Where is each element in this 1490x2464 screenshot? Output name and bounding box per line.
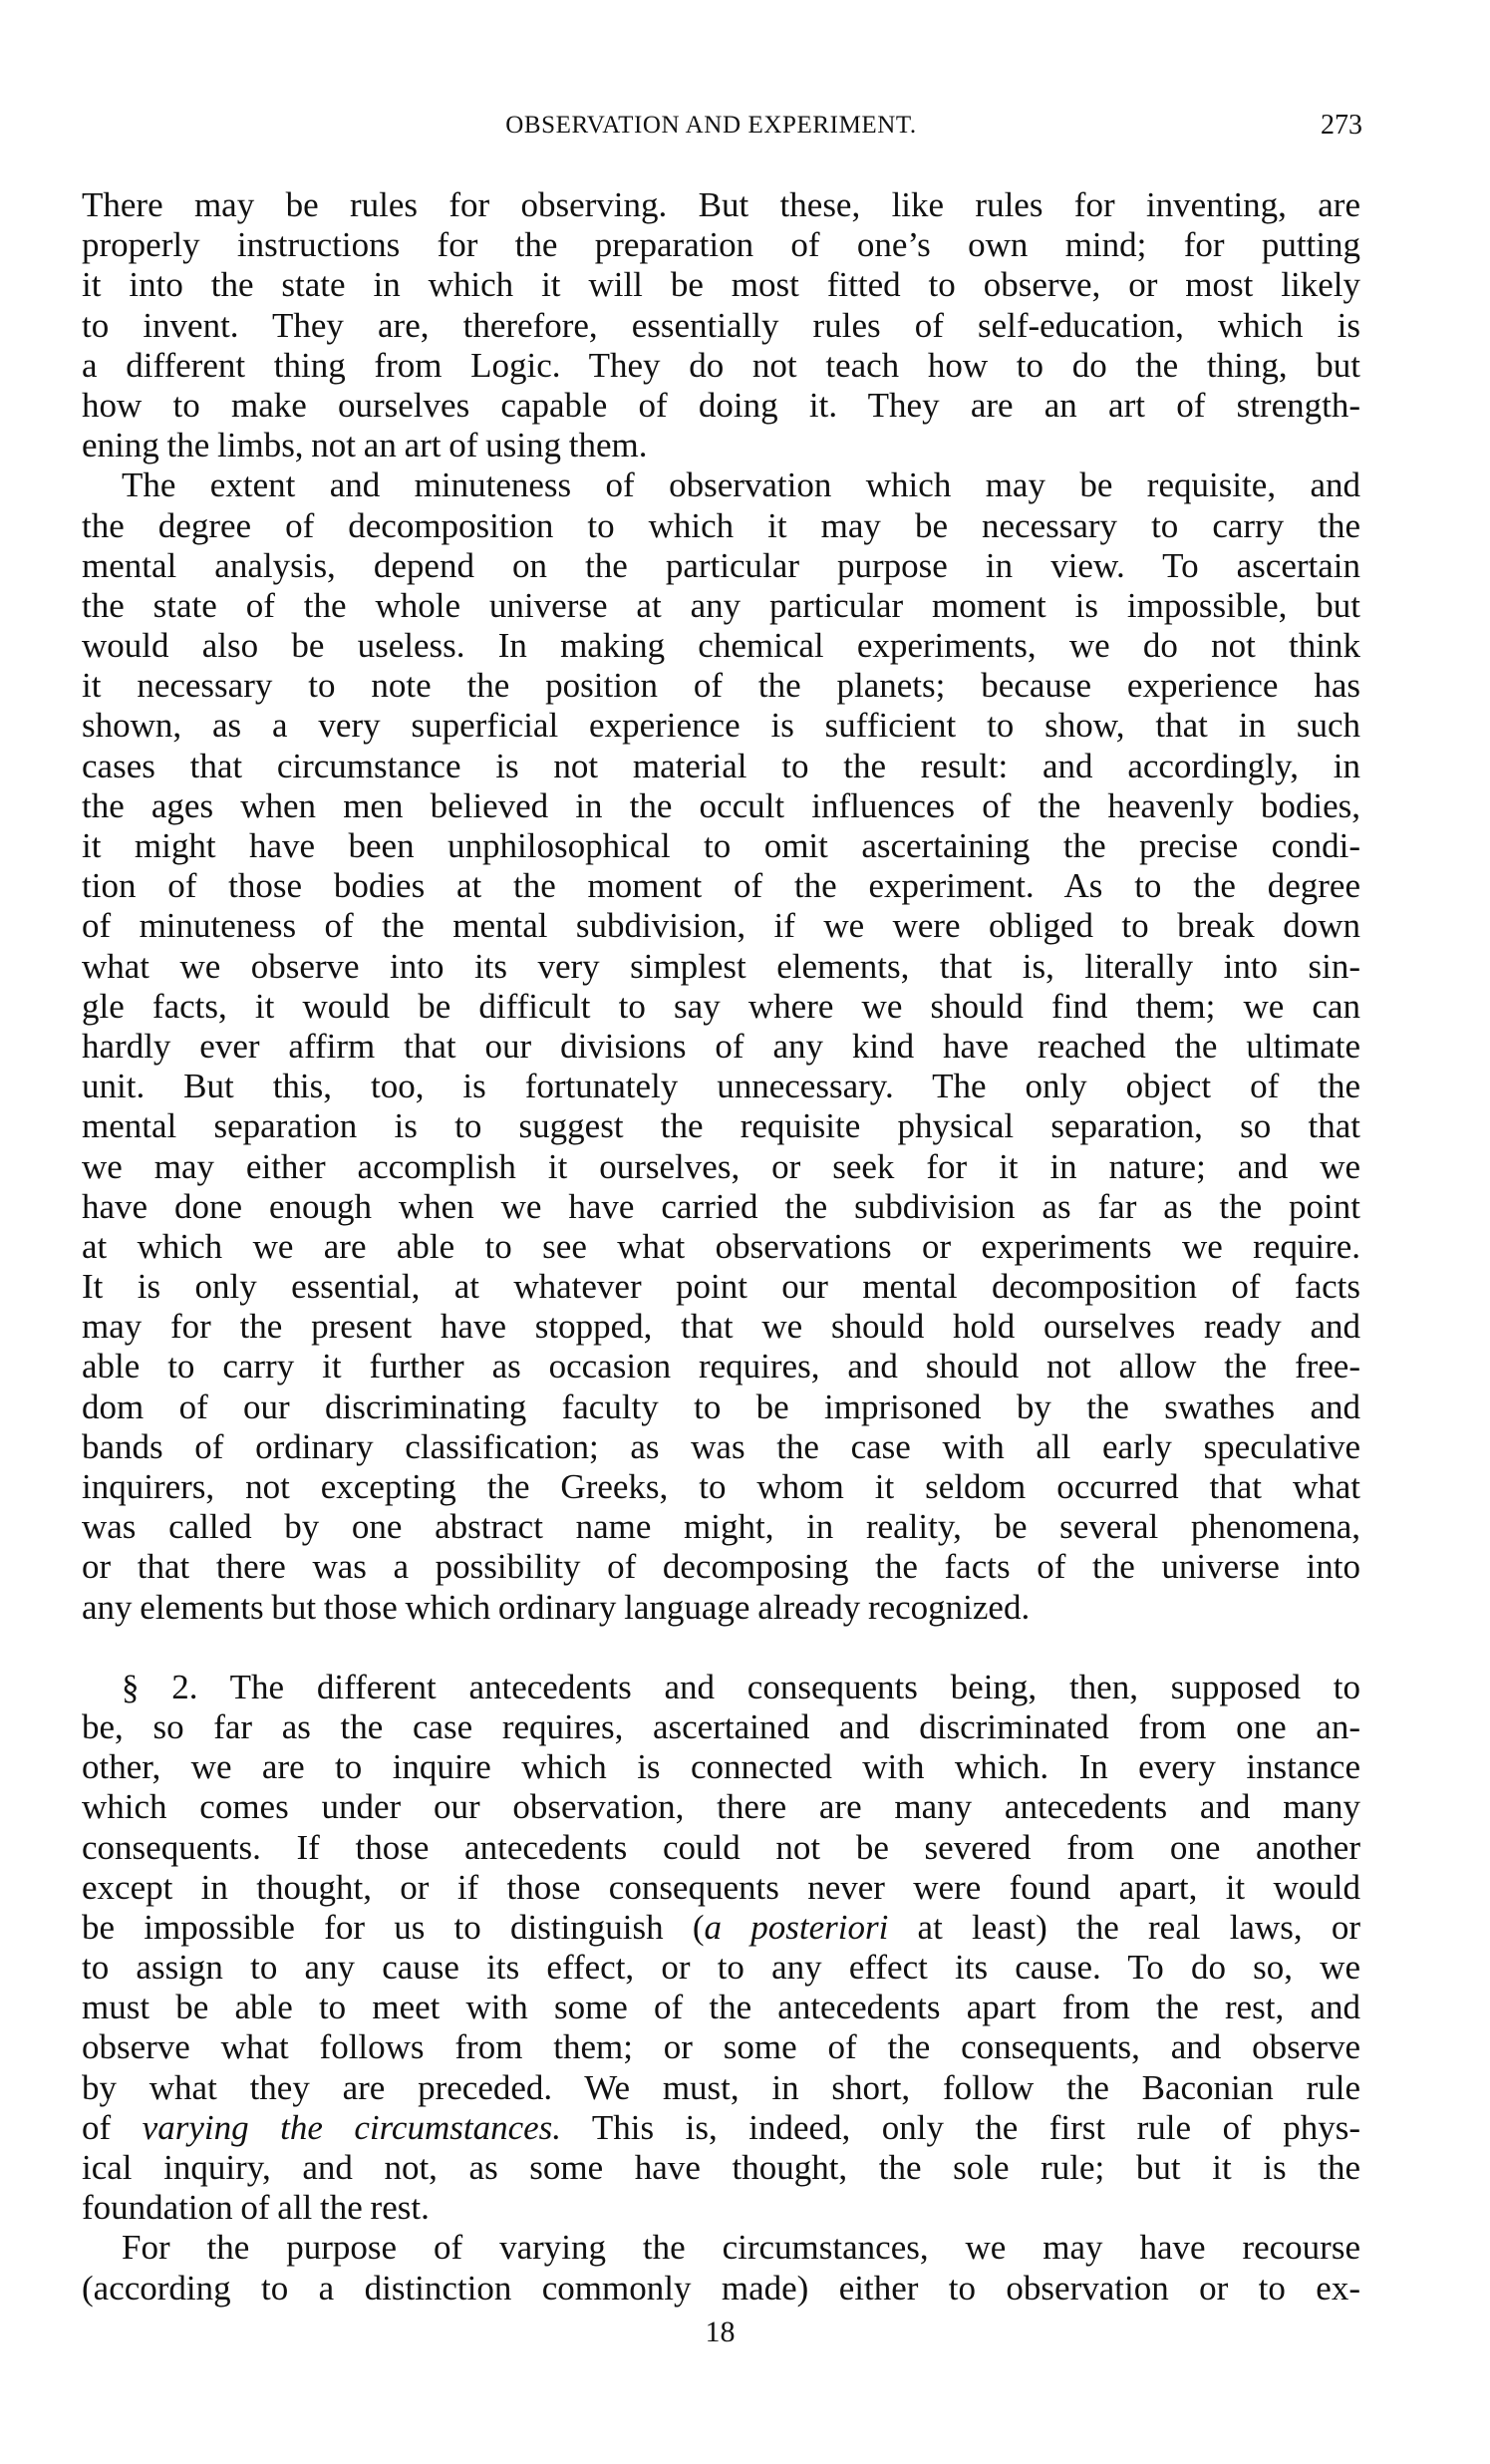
text-line: the degree of decomposition to which it may be necessary to carry the: [82, 505, 1360, 545]
text-line: have done enough when we have carried the subdivision as far as the point: [82, 1186, 1360, 1226]
text-line: it necessary to note the position of the planets; because experience has: [82, 666, 1360, 706]
signature-mark: 18: [705, 2315, 736, 2348]
text-line: the ages when men believed in the occult influences of the heavenly bodies,: [82, 785, 1360, 825]
text-line: consequents. If those antecedents could not be severed from one another: [82, 1827, 1360, 1867]
text-line: which comes under our observation, there are many antecedents and many: [82, 1787, 1360, 1827]
italic-phrase: a posteriori: [704, 1907, 889, 1947]
text-line: observe what follows from them; or some of the consequents, and observe: [82, 2027, 1360, 2067]
text-line: a different thing from Logic. They do not teach how to do the thing, but: [82, 345, 1360, 385]
text-line-with-italic: [82, 2108, 1360, 2148]
text-line: would also be useless. In making chemical experiments, we do not think: [82, 626, 1360, 666]
text-line: tion of those bodies at the moment of the experiment. As to the degree: [82, 866, 1360, 906]
text-line: it might have been unphilosophical to omit ascertaining the precise condi-: [82, 826, 1360, 865]
text-line: the state of the whole universe at any particular moment is impossible, but: [82, 585, 1360, 625]
section-2-paragraph: [82, 1668, 1360, 2229]
text-line: bands of ordinary classification; as was the case with all early speculative: [82, 1426, 1360, 1466]
text-line: mental separation is to suggest the requisite physical separation, so that: [82, 1106, 1360, 1146]
section-gap: [82, 1628, 1360, 1668]
page-number: 273: [1321, 110, 1362, 141]
text-line: ical inquiry, and not, as some have thought, the sole rule; but it is the: [82, 2148, 1360, 2187]
paragraph: [82, 2228, 1360, 2308]
text-line: how to make ourselves capable of doing it. They are an art of strength-: [82, 385, 1360, 425]
text-line: what we observe into its very simplest elements, that is, literally into sin-: [82, 946, 1360, 986]
text-line: gle facts, it would be difficult to say where we should find them; we can: [82, 986, 1360, 1026]
text-line: cases that circumstance is not material to the result: and accordingly, in: [82, 746, 1360, 785]
text-line: It is only essential, at whatever point our mental decomposition of facts: [82, 1267, 1360, 1307]
italic-phrase: varying the circumstances.: [142, 2107, 562, 2147]
text-line: by what they are preceded. We must, in short, follow the Baconian rule: [82, 2067, 1360, 2107]
text-line: to assign to any cause its effect, or to any effect its cause. To do so, we: [82, 1948, 1360, 1988]
text-line: or that there was a possibility of decomposing the facts of the universe into: [82, 1547, 1360, 1587]
text-line: There may be rules for observing. But these, like rules for inventing, are: [82, 185, 1360, 224]
text-line: unit. But this, too, is fortunately unnecessary. The only object of the: [82, 1067, 1360, 1106]
running-title: OBSERVATION AND EXPERIMENT.: [505, 112, 917, 139]
body-text: [82, 185, 1360, 2309]
text-line: of minuteness of the mental subdivision, if we were obliged to break down: [82, 906, 1360, 946]
text-line: to invent. They are, therefore, essentially rules of self-education, which is: [82, 305, 1360, 345]
text-line: it into the state in which it will be most fitted to observe, or most likely: [82, 265, 1360, 305]
text-line: ening the limbs, not an art of using them.: [82, 426, 648, 465]
text-run: be impossible for us to distinguish (: [82, 1907, 705, 1947]
text-line-with-italic: [82, 1908, 1360, 1948]
text-line: must be able to meet with some of the antecedents apart from the rest, and: [82, 1988, 1360, 2027]
text-run: of: [82, 2107, 143, 2147]
text-run: This is, indeed, only the first rule of phys-: [561, 2107, 1361, 2147]
text-line: (according to a distinction commonly made) either to observation or to ex-: [82, 2268, 1360, 2308]
text-line: other, we are to inquire which is connected with which. In every instance: [82, 1747, 1360, 1787]
text-line: was called by one abstract name might, in reality, be several phenomena,: [82, 1507, 1360, 1547]
text-line: hardly ever affirm that our divisions of any kind have reached the ultimate: [82, 1026, 1360, 1066]
text-line: dom of our discriminating faculty to be imprisoned by the swathes and: [82, 1386, 1360, 1426]
paragraph: [82, 185, 1360, 465]
text-line: at which we are able to see what observations or experiments we require.: [82, 1226, 1360, 1266]
text-line: For the purpose of varying the circumstances, we may have recourse: [122, 2228, 1360, 2268]
text-line: shown, as a very superficial experience is sufficient to show, that in such: [82, 706, 1360, 746]
paragraph: [82, 465, 1360, 1627]
section-heading-line: § 2. The different antecedents and consequents being, then, supposed to: [122, 1667, 1360, 1706]
text-line: The extent and minuteness of observation which may be requisite, and: [122, 465, 1360, 505]
text-line: may for the present have stopped, that we should hold ourselves ready and: [82, 1307, 1360, 1347]
text-line: any elements but those which ordinary language already recognized.: [82, 1587, 1031, 1627]
text-line: we may either accomplish it ourselves, or seek for it in nature; and we: [82, 1146, 1360, 1186]
text-line: foundation of all the rest.: [82, 2188, 430, 2228]
text-run: at least) the real laws, or: [888, 1907, 1360, 1947]
text-line: be, so far as the case requires, ascertained and discriminated from one an-: [82, 1706, 1360, 1746]
text-line: properly instructions for the preparation of one’s own mind; for putting: [82, 225, 1360, 265]
text-line: able to carry it further as occasion requires, and should not allow the free-: [82, 1347, 1360, 1386]
text-line: mental analysis, depend on the particular purpose in view. To ascertain: [82, 545, 1360, 585]
text-line: except in thought, or if those consequents never were found apart, it would: [82, 1867, 1360, 1907]
running-head: [82, 108, 1360, 144]
text-line: inquirers, not excepting the Greeks, to whom it seldom occurred that what: [82, 1467, 1360, 1506]
